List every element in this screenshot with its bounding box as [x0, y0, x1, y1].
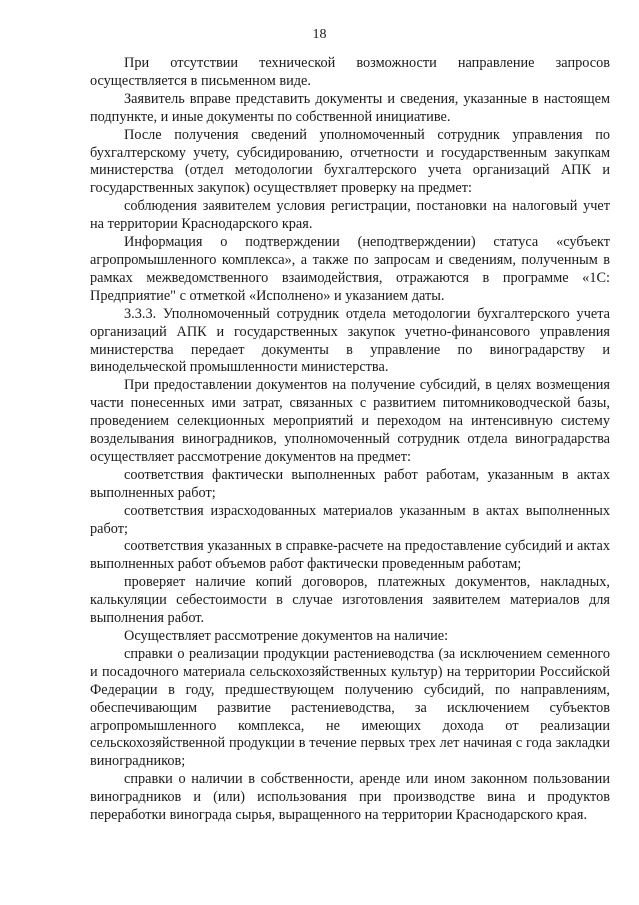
- paragraph: проверяет наличие копий договоров, платежных документов, накладных, калькуляции себестоимости в случае изготовления заявителем материалов для выполнения работ.: [90, 574, 610, 627]
- paragraph: При отсутствии технической возможности направление запросов осуществляется в письменном виде.: [90, 55, 610, 89]
- paragraph: Информация о подтверждении (неподтверждении) статуса «субъект агропромышленного комплекса», а также по запросам и сведениям, полученным в рамках межведомственного взаимодействия, отражаются в программе «1С: Предприятие" с отметкой «Исполнено» и указанием даты.: [90, 234, 610, 304]
- paragraph: соответствия фактически выполненных работ работам, указанным в актах выполненных работ;: [90, 466, 610, 501]
- paragraph: При предоставлении документов на получение субсидий, в целях возмещения части понесенных ими затрат, связанных с развитием питомниководческой базы, проведением селекционных мероприятий и переходом на интенсивную систему возделывания виноградников, уполномоченный сотрудник отдела виноградарства осуществляет рассмотрение документов на предмет:: [90, 377, 610, 465]
- paragraph: 3.3.3. Уполномоченный сотрудник отдела методологии бухгалтерского учета организаций АПК и государственных закупок учетно-финансового управления министерства передает документы в управление по виноградарству и винодельческой промышленности министерства.: [90, 305, 610, 376]
- paragraph: справки о наличии в собственности, аренде или ином законном пользовании виноградников и (или) использования при производстве вина и продуктов переработки винограда сырья, выращенного на территории Краснодарского края.: [90, 771, 610, 824]
- paragraph: соблюдения заявителем условия регистрации, постановки на налоговый учет на территории Краснодарского края.: [90, 198, 610, 233]
- paragraph: справки о реализации продукции растениеводства (за исключением семенного и посадочного материала сельскохозяйственных культур) на территории Российской Федерации в году, предшествующем получению субсидий, по направлениям, обеспечивающим развитие растениеводства, за исключением субъектов агропромышленного комплекса, не имеющих дохода от реализации сельскохозяйственной продукции в течение первых трех лет начиная с года закладки виноградников;: [90, 645, 610, 770]
- paragraph: Осуществляет рассмотрение документов на наличие:: [124, 628, 449, 644]
- paragraph: соответствия указанных в справке-расчете на предоставление субсидий и актах выполненных работ объемов работ фактически проведенным работам;: [90, 538, 610, 573]
- paragraph: После получения сведений уполномоченный сотрудник управления по бухгалтерскому учету, субсидированию, отчетности и государственным закупкам министерства (отдел методологии бухгалтерского учета организаций АПК и государственных закупок) осуществляет проверку на предмет:: [90, 126, 610, 197]
- paragraph: Заявитель вправе представить документы и сведения, указанные в настоящем подпункте, и иные документы по собственной инициативе.: [90, 90, 610, 125]
- document-body: [90, 55, 610, 825]
- page-number: 18: [312, 27, 327, 42]
- paragraph: соответствия израсходованных материалов указанным в актах выполненных работ;: [90, 502, 610, 537]
